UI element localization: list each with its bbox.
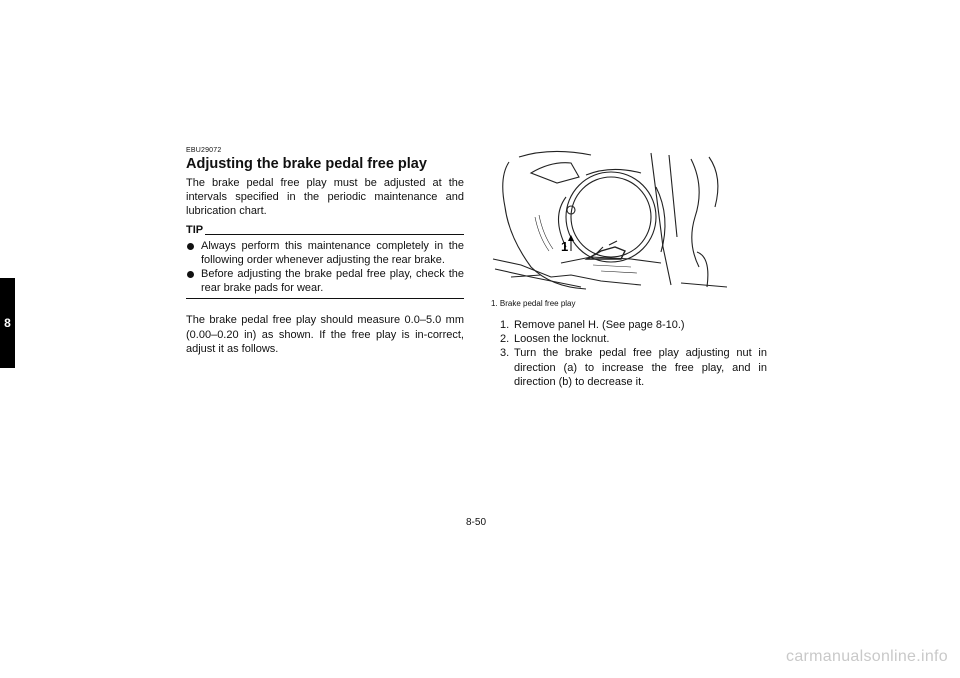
tip-list	[186, 239, 464, 296]
arrow-up-icon	[568, 235, 574, 241]
step-item	[491, 332, 767, 346]
bullet-icon	[187, 271, 194, 278]
step-item	[491, 318, 767, 332]
step-number: 3.	[500, 347, 510, 360]
tip-end-rule	[186, 298, 464, 299]
section-code: EBU29072	[186, 147, 222, 154]
chapter-number: 8	[4, 316, 11, 330]
step-number: 2.	[500, 333, 510, 346]
figure-callout-number: 1	[561, 239, 569, 254]
step-text: Turn the brake pedal free play adjusting nut in direction (a) to increase the free play, and in direction (b) to decrease it.	[514, 347, 767, 388]
tip-item	[186, 267, 464, 295]
spec-paragraph: The brake pedal free play should measure 0.0–5.0 mm (0.00–0.20 in) as shown. If the free play is in-correct, adjust it as follows.	[186, 314, 464, 355]
tip-item-text: Always perform this maintenance completely in the following order whenever adjusting the rear brake.	[201, 239, 464, 266]
section-title: Adjusting the brake pedal free play	[186, 156, 427, 172]
tip-item	[186, 239, 464, 267]
tip-item-text: Before adjusting the brake pedal free play, check the rear brake pads for wear.	[201, 268, 464, 295]
step-text: Remove panel H. (See page 8-10.)	[514, 319, 685, 331]
tip-rule	[205, 234, 464, 235]
tip-label: TIP	[186, 223, 204, 236]
brake-pedal-figure	[491, 147, 727, 297]
figure-caption: 1. Brake pedal free play	[491, 299, 576, 308]
step-number: 1.	[500, 319, 510, 331]
watermark: carmanualsonline.info	[786, 648, 948, 665]
chapter-tab	[0, 278, 15, 368]
step-item	[491, 346, 767, 389]
page-number: 8-50	[466, 517, 487, 528]
steps-list	[491, 318, 767, 389]
left-column	[186, 147, 464, 356]
right-column	[491, 147, 767, 389]
tip-header	[186, 224, 464, 237]
step-text: Loosen the locknut.	[514, 333, 610, 346]
brake-pedal-illustration	[491, 147, 727, 297]
intro-paragraph: The brake pedal free play must be adjusted at the intervals specified in the periodic maintenance and lubrication chart.	[186, 177, 464, 218]
bullet-icon	[187, 243, 194, 250]
